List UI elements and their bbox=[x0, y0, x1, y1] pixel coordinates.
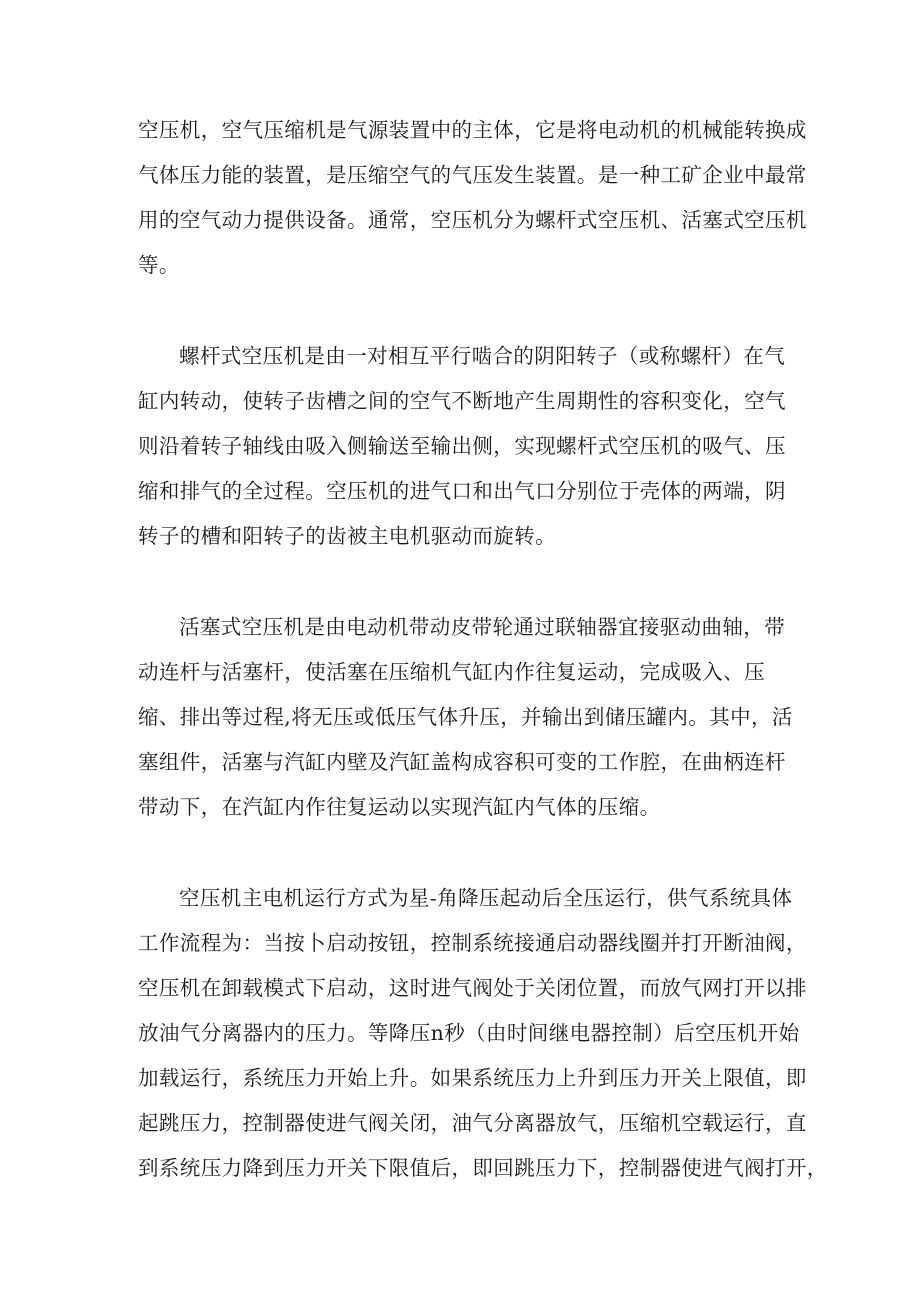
text-line: 气体压力能的装置，是压缩空气的气压发生装置。是一种工矿企业中最常 bbox=[138, 163, 807, 187]
text-line: 加载运行，系统压力开始上升。如果系统压力上升到压力开关上限值，即 bbox=[138, 1066, 807, 1090]
text-line: 放油气分离器内的压力。等降压n秒（由时间继电器控制）后空压机开始 bbox=[138, 1021, 800, 1045]
text-line: 空压机，空气压缩机是气源装置中的主体，它是将电动机的机械能转换成 bbox=[138, 118, 807, 142]
text-line: 缸内转动，使转子齿槽之间的空气不断地产生周期性的容积变化，空气 bbox=[138, 389, 786, 413]
text-line: 空压机在卸载模式下启动，这时进气阀处于关闭位置，而放气网打开以排 bbox=[138, 976, 807, 1000]
text-line: 用的空气动力提供设备。通常，空压机分为螺杆式空压机、活塞式空压机 bbox=[138, 208, 807, 232]
text-line: 工作流程为：当按卜启动按钮，控制系统接通启动器线圈并打开断油阀， bbox=[138, 931, 807, 955]
text-line: 则沿着转子轴线由吸入侧输送至输出侧，实现螺杆式空压机的吸气、压 bbox=[138, 434, 786, 458]
text-line: 等。 bbox=[138, 253, 180, 277]
text-line: 动连杆与活塞杆，使活塞在压缩机气缸内作往复运动，完成吸入、压 bbox=[138, 660, 765, 684]
text-line: 活塞式空压机是由电动机带动皮带轮通过联轴器宜接驱动曲轴，带 bbox=[179, 615, 786, 639]
text-line: 起跳压力，控制器使进气阀关闭，油气分离器放气，压缩机空载运行，直 bbox=[138, 1111, 807, 1135]
paragraph-screw-compressor bbox=[138, 334, 788, 559]
text-line: 塞组件，活塞与汽缸内壁及汽缸盖构成容积可变的工作腔，在曲柄连杆 bbox=[138, 750, 786, 774]
text-line: 到系统压力降到压力开关下限值后，即回跳压力下，控制器使进气阀打开， bbox=[138, 1156, 828, 1180]
text-line: 缩和排气的全过程。空压机的进气口和出气口分别位于壳体的两端，阴 bbox=[138, 479, 786, 503]
document-body bbox=[138, 108, 828, 1237]
paragraph-intro bbox=[138, 108, 807, 288]
text-line: 缩、排出等过程,将无压或低压气体升压，并输出到储压罐内。其中，活 bbox=[138, 705, 793, 729]
paragraph-operation bbox=[138, 876, 828, 1191]
text-line: 带动下，在汽缸内作往复运动以实现汽缸内气体的压缩。 bbox=[138, 795, 661, 819]
paragraph-piston-compressor bbox=[138, 605, 793, 830]
text-line: 转子的槽和阳转子的齿被主电机驱动而旋转。 bbox=[138, 524, 556, 548]
text-line: 空压机主电机运行方式为星-角降压起动后全压运行，供气系统具体 bbox=[179, 886, 793, 910]
text-line: 螺杆式空压机是由一对相互平行啮合的阴阳转子（或称螺杆）在气 bbox=[179, 344, 786, 368]
